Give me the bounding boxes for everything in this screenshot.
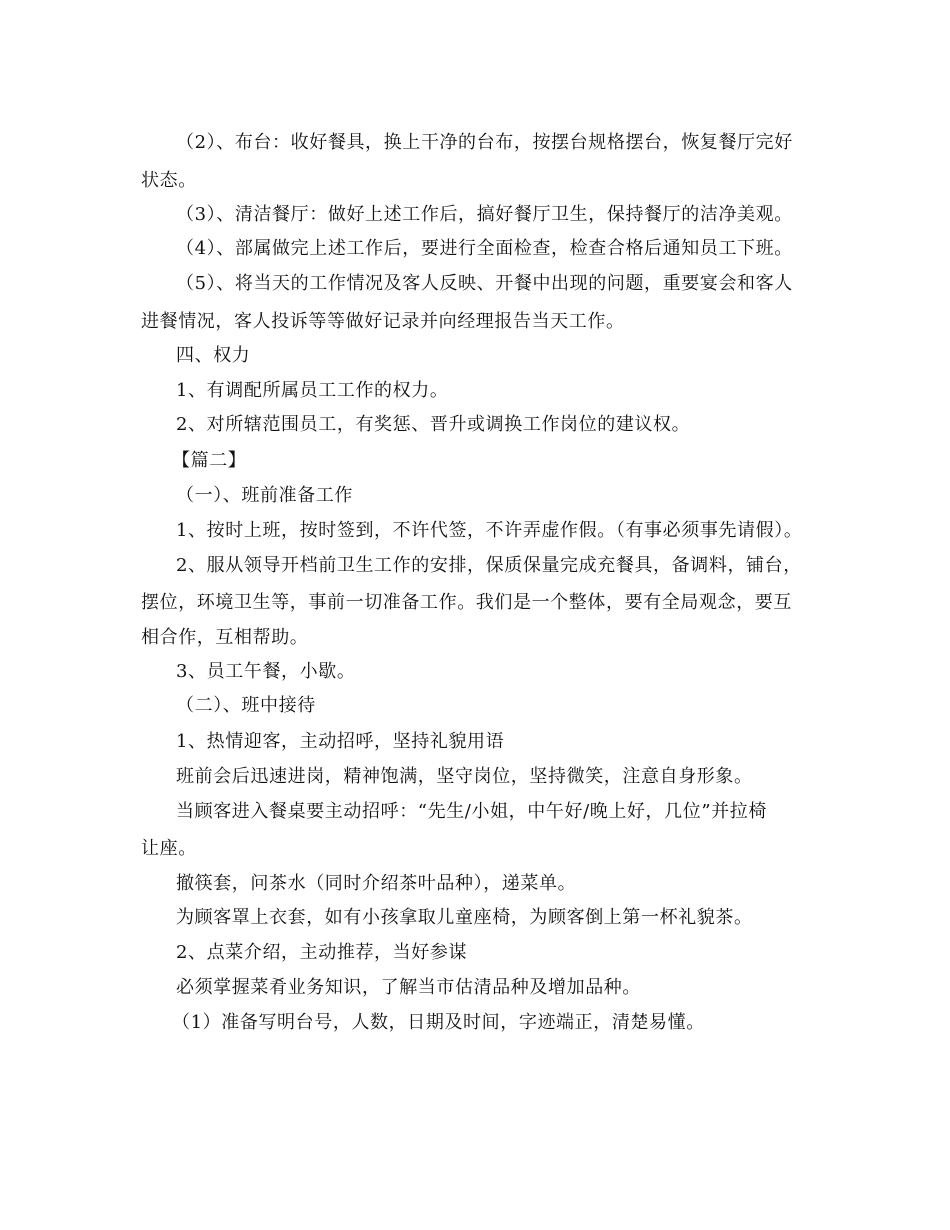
- paragraph-line: 进餐情况，客人投诉等等做好记录并向经理报告当天工作。: [141, 311, 625, 332]
- paragraph-line: 当顾客进入餐桌要主动招呼：“先生/小姐，中午好/晚上好，几位”并拉椅: [176, 801, 767, 822]
- paragraph-line: 相合作，互相帮助。: [141, 627, 309, 648]
- section-heading: （一）、班前准备工作: [176, 485, 353, 506]
- list-item: （1）准备写明台号，人数，日期及时间，字迹端正，清楚易懂。: [172, 1012, 705, 1033]
- list-item: 2、服从领导开档前卫生工作的安排，保质保量完成充餐具，备调料，铺台，: [176, 555, 802, 576]
- paragraph-line: 为顾客罩上衣套，如有小孩拿取儿童座椅，为顾客倒上第一杯礼貌茶。: [176, 907, 753, 928]
- paragraph-line: 状态。: [141, 170, 197, 191]
- paragraph-line: （5）、将当天的工作情况及客人反映、开餐中出现的问题，重要宴会和客人: [176, 273, 793, 294]
- list-item: 2、点菜介绍，主动推荐，当好参谋: [176, 942, 468, 963]
- list-item: 1、有调配所属员工工作的权力。: [176, 380, 449, 401]
- list-item: 3、员工午餐，小歇。: [176, 661, 356, 682]
- section-heading: （二）、班中接待: [176, 695, 316, 716]
- list-item: 2、对所辖范围员工，有奖惩、晋升或调换工作岗位的建议权。: [176, 414, 691, 435]
- paragraph-line: 撤筷套，问茶水（同时介绍茶叶品种），递菜单。: [176, 873, 577, 894]
- list-item: 1、按时上班，按时签到，不许代签，不许弄虚作假。（有事必须事先请假）。: [176, 520, 803, 541]
- list-item: 1、热情迎客，主动招呼，坚持礼貌用语: [176, 731, 505, 752]
- paragraph-line: 摆位，环境卫生等，事前一切准备工作。我们是一个整体，要有全局观念，要互: [141, 592, 792, 613]
- paragraph-line: （2）、布台：收好餐具，换上干净的台布，按摆台规格摆台，恢复餐厅完好: [176, 132, 793, 153]
- paragraph-line: （3）、清洁餐厅：做好上述工作后，搞好餐厅卫生，保持餐厅的洁净美观。: [176, 204, 793, 225]
- chapter-heading: 【篇二】: [172, 450, 247, 471]
- paragraph-line: 必须掌握菜肴业务知识，了解当市估清品种及增加品种。: [176, 977, 641, 998]
- paragraph-line: 班前会后迅速进岗，精神饱满，坚守岗位，坚持微笑，注意自身形象。: [176, 766, 753, 787]
- paragraph-line: 让座。: [141, 838, 197, 859]
- paragraph-line: （4）、部属做完上述工作后，要进行全面检查，检查合格后通知员工下班。: [176, 238, 793, 259]
- section-heading: 四、权力: [176, 345, 251, 366]
